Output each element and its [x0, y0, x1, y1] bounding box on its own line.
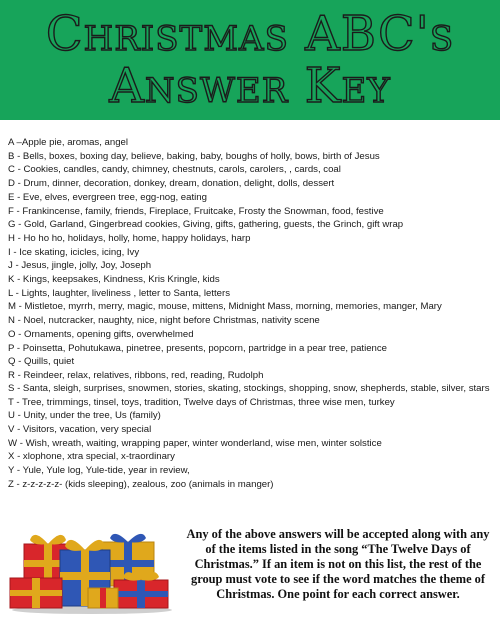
answer-w: W - Wish, wreath, waiting, wrapping paper, winter wonderland, wise men, winter solstice	[8, 437, 382, 449]
gift-boxes-image	[4, 520, 174, 615]
rules-note: Any of the above answers will be accepted along with any of the items listed in the song “The Twelve Days of Christmas.” If an item is not on this list, the rest of the group must vote to see if the word matches the theme of Christmas. One point for each correct answer.	[186, 527, 490, 601]
answer-b: B - Bells, boxes, boxing day, believe, baking, baby, boughs of holly, bows, birth of Jesus	[8, 150, 380, 162]
answer-x: X - xlophone, xtra special, x-traordinary	[8, 451, 175, 463]
answer-d: D - Drum, dinner, decoration, donkey, dream, donation, delight, dolls, dessert	[8, 178, 335, 190]
title-line-2: Answer Key	[109, 58, 391, 114]
answer-g: G - Gold, Garland, Gingerbread cookies, Giving, gifts, gathering, guests, the Grinch, gift wrap	[8, 219, 404, 231]
answer-r: R - Reindeer, relax, relatives, ribbons, red, reading, Rudolph	[8, 369, 264, 381]
answer-y: Y - Yule, Yule log, Yule-tide, year in review,	[8, 465, 190, 477]
answer-q: Q - Quills, quiet	[8, 356, 75, 368]
answer-h: H - Ho ho ho, holidays, holly, home, happy holidays, harp	[8, 232, 251, 244]
answer-list	[8, 136, 496, 492]
answer-u: U - Unity, under the tree, Us (family)	[8, 410, 161, 422]
answer-t: T - Tree, trimmings, tinsel, toys, tradition, Twelve days of Christmas, three wise men, turkey	[8, 396, 395, 408]
answer-j: J - Jesus, jingle, jolly, Joy, Joseph	[8, 260, 152, 272]
answer-l: L - Lights, laughter, liveliness , letter to Santa, letters	[8, 287, 231, 299]
answer-a: A –Apple pie, aromas, angel	[8, 137, 129, 148]
answer-k: K - Kings, keepsakes, Kindness, Kris Kringle, kids	[8, 274, 220, 286]
answer-e: E - Eve, elves, evergreen tree, egg-nog, eating	[8, 191, 207, 203]
answer-i: I - Ice skating, icicles, icing, Ivy	[8, 246, 140, 258]
answer-n: N - Noel, nutcracker, naughty, nice, night before Christmas, nativity scene	[8, 315, 320, 327]
answer-m: M - Mistletoe, myrrh, merry, magic, mouse, mittens, Midnight Mass, morning, memories, manger, Mary	[8, 301, 442, 313]
answer-v: V - Visitors, vacation, very special	[8, 424, 152, 436]
answer-o: O - Ornaments, opening gifts, overwhelmed	[8, 328, 194, 340]
title-banner	[0, 0, 500, 120]
answer-p: P - Poinsetta, Pohutukawa, pinetree, presents, popcorn, partridge in a pear tree, patience	[8, 342, 388, 354]
answer-z: Z - z-z-z-z-z- (kids sleeping), zealous, zoo (animals in manger)	[8, 478, 274, 490]
title-line-1: Christmas ABC's	[45, 6, 455, 62]
answer-c: C - Cookies, candles, candy, chimney, chestnuts, carols, carolers, , cards, coal	[8, 164, 341, 176]
answer-s: S - Santa, sleigh, surprises, snowmen, stories, skating, stockings, shopping, snow, shepherds, stable, silver, stars	[8, 382, 490, 394]
answer-f: F - Frankincense, family, friends, Fireplace, Fruitcake, Frosty the Snowman, food, festive	[8, 205, 384, 217]
